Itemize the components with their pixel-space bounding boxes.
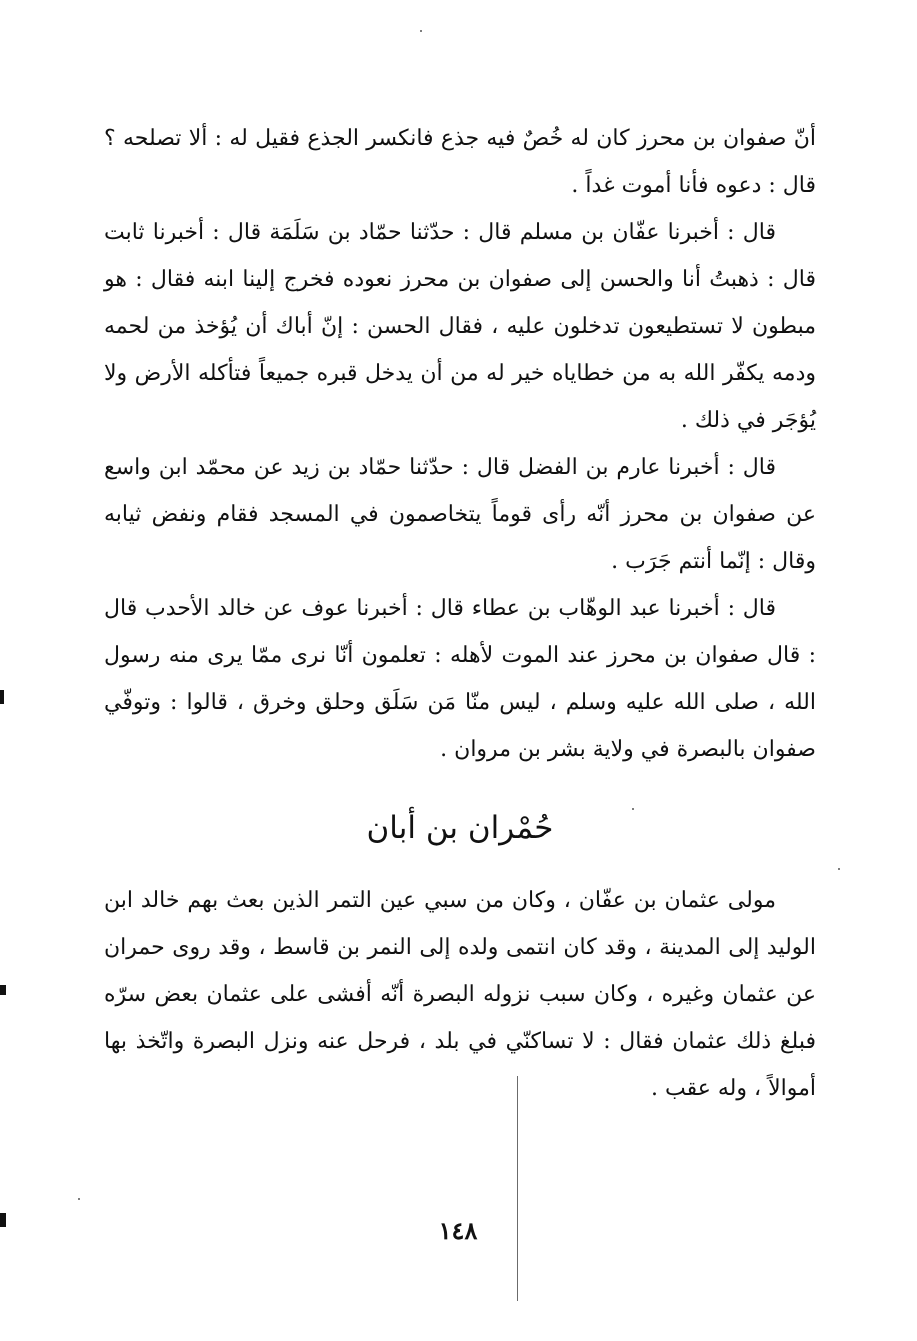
- scan-speck: [632, 808, 634, 810]
- body-text-top: [104, 115, 816, 773]
- paragraph: قال : أخبرنا عارم بن الفضل قال : حدّثنا حمّاد بن زيد عن محمّد ابن واسع عن صفوان بن محرز أنّه رأى قوماً يتخاصمون في المسجد فقام ونفض ثيابه وقال : إنّما أنتم جَرَب .: [104, 455, 816, 574]
- body-text-bottom: [104, 877, 816, 1112]
- section-heading: حُمْران بن أبان: [366, 810, 554, 846]
- gutter-line: [517, 1076, 518, 1301]
- page-number: ١٤٨: [438, 1216, 478, 1245]
- scan-edge-mark: [0, 1213, 6, 1227]
- scan-edge-mark: [0, 985, 6, 995]
- scan-speck: [78, 1198, 80, 1200]
- paragraph: قال : أخبرنا عبد الوهّاب بن عطاء قال : أخبرنا عوف عن خالد الأحدب قال : قال صفوان بن محرز عند الموت لأهله : تعلمون أنّا نرى ممّا يرى منه رسول الله ، صلى الله عليه وسلم ، ليس منّا مَن سَلَق وحلق وخرق ، قالوا : وتوفّي صفوان بالبصرة في ولاية بشر بن مروان .: [104, 596, 816, 762]
- paragraph: أنّ صفوان بن محرز كان له خُصٌ فيه جذع فانكسر الجذع فقيل له : ألا تصلحه ؟ قال : دعوه فأنا أموت غداً .: [104, 126, 816, 198]
- paragraph: مولى عثمان بن عفّان ، وكان من سبي عين التمر الذين بعث بهم خالد ابن الوليد إلى المدينة ، وقد كان انتمى ولده إلى النمر بن قاسط ، وقد روى حمران عن عثمان وغيره ، وكان سبب نزوله البصرة أنّه أفشى على عثمان بعض سرّه فبلغ ذلك عثمان فقال : لا تساكنّي في بلد ، فرحل عنه ونزل البصرة واتّخذ بها أموالاً ، وله عقب .: [104, 888, 817, 1101]
- scan-edge-mark: [0, 690, 4, 704]
- paragraph: قال : أخبرنا عفّان بن مسلم قال : حدّثنا حمّاد بن سَلَمَة قال : أخبرنا ثابت قال : ذهبتُ أنا والحسن إلى صفوان بن محرز نعوده فخرج إلينا ابنه فقال : هو مبطون لا تستطيعون تدخلون عليه ، فقال الحسن : إنّ أباك أن يُؤخذ من لحمه ودمه يكفّر الله به من خطاياه خير له من أن يدخل قبره جميعاً فتأكله الأرض ولا يُؤجَر في ذلك .: [104, 220, 816, 433]
- scan-speck: [838, 868, 840, 870]
- scan-speck: [420, 30, 422, 32]
